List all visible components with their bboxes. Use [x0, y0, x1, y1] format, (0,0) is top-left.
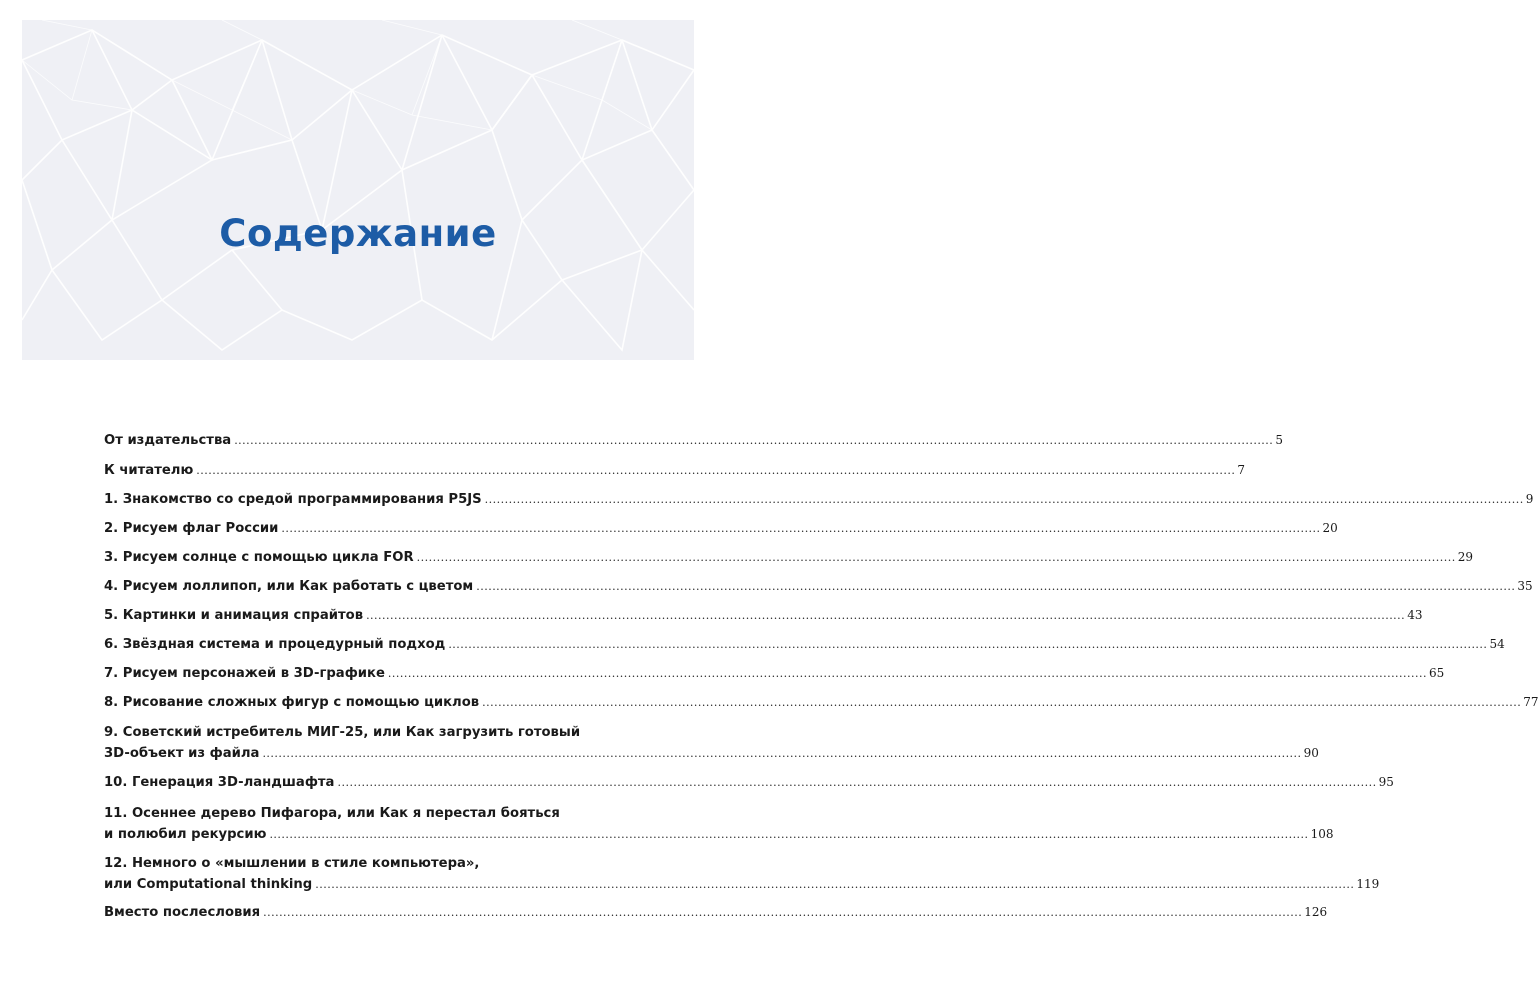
toc-page-number: 108 [1310, 827, 1334, 841]
toc-line [104, 634, 1505, 655]
toc-leader-dots: .................................................................................................................................................................................................................................................................... [269, 828, 1309, 841]
toc-page-number: 95 [1378, 775, 1394, 789]
toc-leader-dots: .................................................................................................................................................................................................................................................................... [482, 696, 1522, 709]
toc-entry[interactable] [104, 722, 1319, 764]
toc-leader-dots: .................................................................................................................................................................................................................................................................... [315, 878, 1355, 891]
toc-entry-title: 7. Рисуем персонажей в 3D-графике [104, 666, 385, 681]
toc-line [104, 576, 1533, 597]
toc-line [104, 803, 634, 824]
toc-leader-dots: .................................................................................................................................................................................................................................................................... [234, 434, 1274, 447]
toc-entry-title: 11. Осеннее дерево Пифагора, или Как я перестал бояться [104, 806, 560, 821]
toc-leader-dots: .................................................................................................................................................................................................................................................................... [262, 747, 1302, 760]
toc-page-number: 9 [1525, 492, 1534, 506]
toc-entry-title: 12. Немного о «мышлении в стиле компьютера», [104, 856, 480, 871]
toc-page-number: 54 [1489, 637, 1505, 651]
toc-entry-title: Вместо послесловия [104, 905, 261, 920]
toc-line [104, 430, 1283, 451]
toc-leader-dots: .................................................................................................................................................................................................................................................................... [281, 522, 1321, 535]
toc-entry-title: 10. Генерация 3D-ландшафта [104, 775, 335, 790]
toc-line [104, 772, 1394, 793]
toc-line [104, 874, 1380, 895]
toc-leader-dots: .................................................................................................................................................................................................................................................................... [196, 464, 1236, 477]
toc-entry-title: 6. Звёздная система и процедурный подход [104, 637, 446, 652]
toc-page-number: 126 [1304, 905, 1328, 919]
toc-leader-dots: .................................................................................................................................................................................................................................................................... [366, 609, 1406, 622]
toc-entry-title: или Computational thinking [104, 877, 313, 892]
toc-entry[interactable] [104, 803, 1334, 845]
toc-entry-title: 3D-объект из файла [104, 746, 260, 761]
toc-line [104, 489, 1534, 510]
toc-leader-dots: .................................................................................................................................................................................................................................................................... [337, 776, 1377, 789]
toc-line [104, 853, 634, 874]
toc-line [104, 692, 1539, 713]
toc-entry[interactable] [104, 547, 1474, 568]
polygon-pattern-background [22, 20, 694, 360]
toc-entry-title: 2. Рисуем флаг России [104, 521, 279, 536]
toc-entry-title: 1. Знакомство со средой программирования P5JS [104, 492, 482, 507]
toc-page-number: 29 [1457, 550, 1474, 564]
toc-entry-title: 4. Рисуем лоллипоп, или Как работать с цветом [104, 579, 474, 594]
toc-entry[interactable] [104, 692, 1539, 713]
toc-line [104, 743, 1319, 764]
toc-entry[interactable] [104, 853, 1380, 895]
toc-page-number: 35 [1517, 579, 1533, 593]
toc-entry[interactable] [104, 460, 1246, 481]
toc-leader-dots: .................................................................................................................................................................................................................................................................... [484, 493, 1524, 506]
toc-page-number: 5 [1275, 433, 1283, 447]
toc-page-number: 43 [1407, 608, 1423, 622]
toc-entry-title: 8. Рисование сложных фигур с помощью циклов [104, 695, 480, 710]
toc-entry[interactable] [104, 772, 1394, 793]
toc-line [104, 518, 1338, 539]
toc-entry[interactable] [104, 430, 1283, 451]
toc-entry-title: и полюбил рекурсию [104, 827, 267, 842]
toc-entry[interactable] [104, 576, 1533, 597]
toc-page-number: 20 [1322, 521, 1338, 535]
toc-leader-dots: .................................................................................................................................................................................................................................................................... [448, 638, 1488, 651]
toc-line [104, 460, 1246, 481]
toc-entry[interactable] [104, 663, 1445, 684]
toc-page-number: 65 [1429, 666, 1445, 680]
toc-page-number: 77 [1523, 695, 1539, 709]
toc-entry-title: 3. Рисуем солнце с помощью цикла FOR [104, 550, 414, 565]
toc-page-number: 7 [1237, 463, 1246, 477]
toc-entry-title: К читателю [104, 463, 194, 478]
toc-page-number: 90 [1303, 746, 1319, 760]
toc-leader-dots: .................................................................................................................................................................................................................................................................... [263, 906, 1303, 919]
toc-line [104, 722, 634, 743]
toc-leader-dots: .................................................................................................................................................................................................................................................................... [476, 580, 1516, 593]
toc-line [104, 902, 1328, 923]
toc-entry[interactable] [104, 489, 1534, 510]
toc-line [104, 547, 1474, 568]
toc-entry[interactable] [104, 518, 1338, 539]
toc-entry-title: 9. Советский истребитель МИГ-25, или Как загрузить готовый [104, 725, 581, 740]
toc-entry[interactable] [104, 902, 1328, 923]
toc-entry-title: 5. Картинки и анимация спрайтов [104, 608, 364, 623]
toc-page-number: 119 [1356, 877, 1380, 891]
toc-line [104, 824, 1334, 845]
toc-leader-dots: .................................................................................................................................................................................................................................................................... [387, 667, 1428, 680]
toc-entry[interactable] [104, 605, 1423, 626]
header-band [22, 20, 694, 360]
page-title: Содержание [219, 212, 497, 255]
toc-entry[interactable] [104, 634, 1505, 655]
toc-line [104, 605, 1423, 626]
toc-entry-title: От издательства [104, 433, 232, 448]
toc-line [104, 663, 1445, 684]
toc-leader-dots: .................................................................................................................................................................................................................................................................... [416, 551, 1456, 564]
